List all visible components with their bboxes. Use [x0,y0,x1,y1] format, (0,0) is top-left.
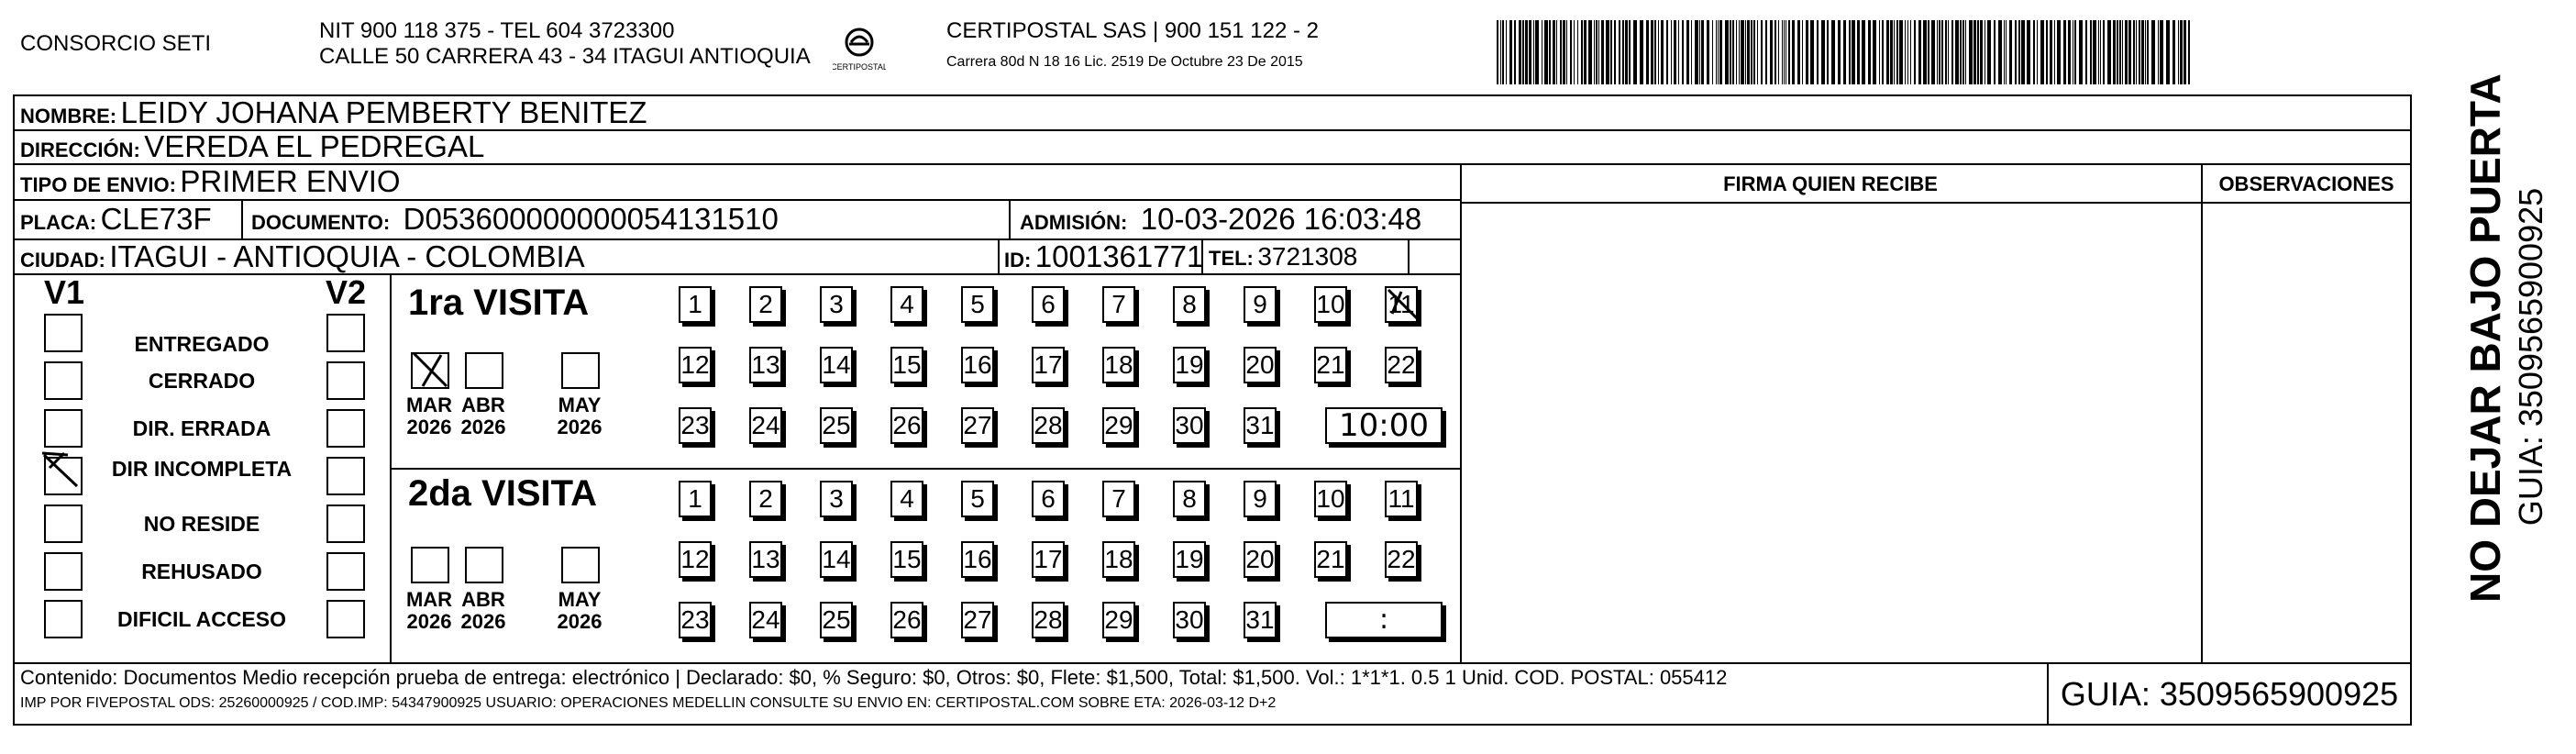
visit1-day-box[interactable]: 10 [1314,286,1347,323]
visit2-day-box[interactable]: 31 [1244,602,1277,638]
visit1-day-box[interactable]: 17 [1032,347,1065,383]
visit2-month-label [552,589,607,633]
footer-line1: Contenido: Documentos Medio recepción prueba de entrega: electrónico | Declarado: $0, % Seguro: $0, Otros: $0, Flete: $1,500, Total: $1,500. Vol.: 1*1*1. 0.5 1 Unid. COD. POSTAL: 055412 [20,666,1728,689]
visit2-day-box[interactable]: 6 [1032,481,1065,517]
side-text [2421,73,2559,633]
visit1-day-box[interactable]: 28 [1032,407,1065,444]
status-label: DIFICIL ACCESO [116,607,286,631]
visit2-day-box[interactable]: 5 [961,481,994,517]
visit1-month-checkbox[interactable] [465,352,503,389]
visit1-day-box[interactable]: 29 [1102,407,1135,444]
id-value: 1001361771 [1034,239,1204,273]
check-mark-icon [40,449,83,492]
visit2-day-box[interactable]: 4 [890,481,923,517]
visit1-day-box[interactable]: 3 [820,286,853,323]
visit1-month-checkbox[interactable] [561,352,600,389]
visit2-month-checkbox[interactable] [465,547,503,583]
visit1-day-box[interactable]: 19 [1173,347,1206,383]
visit1-title: 1ra VISITA [408,283,590,323]
carrier-name: CERTIPOSTAL SAS | 900 151 122 - 2 [946,18,1319,43]
status-label: NO RESIDE [143,512,260,536]
visit1-month-label [402,394,457,438]
firma-header: FIRMA QUIEN RECIBE [1723,172,1938,195]
visit2-day-box[interactable]: 30 [1173,602,1206,638]
visit1-month-year: 2026 [460,416,506,438]
sender-name: CONSORCIO SETI [20,31,212,56]
check-mark-icon [1385,286,1421,323]
status-label: DIR. ERRADA [132,416,271,440]
direccion-label: DIRECCIÓN: [20,139,140,161]
visit2-day-box[interactable]: 16 [961,541,994,578]
direccion-value: VEREDA EL PEDREGAL [144,129,485,163]
barcode [1497,20,2194,84]
visit2-day-box[interactable]: 24 [749,602,782,638]
visit1-day-box[interactable]: 25 [820,407,853,444]
visit2-month-checkbox[interactable] [561,547,600,583]
visit2-month-label [402,589,457,633]
visit1-day-box[interactable]: 6 [1032,286,1065,323]
v1-header: V1 [44,273,85,311]
visit2-month-name: ABR [461,588,505,611]
footer-line2: IMP POR FIVEPOSTAL ODS: 25260000925 / COD.IMP: 54347900925 USUARIO: OPERACIONES MEDELLIN CONSULTE SU ENVIO EN: CERTIPOSTAL.COM SOBRE ETA: 2026-03-12 D+2 [20,695,1277,711]
certipostal-logo [833,24,886,77]
id-label: ID: [1004,249,1032,272]
visit2-day-box[interactable]: 14 [820,541,853,578]
tel-label: TEL: [1209,247,1254,270]
v1-checkbox[interactable] [44,505,83,543]
visit2-day-box[interactable]: 13 [749,541,782,578]
svg-text:CERTIPOSTAL: CERTIPOSTAL [833,62,886,72]
visit2-month-name: MAY [558,588,602,611]
visit1-day-box[interactable]: 26 [890,407,923,444]
visit1-day-box[interactable]: 13 [749,347,782,383]
visit1-month-year: 2026 [406,416,452,438]
visit1-day-box[interactable]: 20 [1244,347,1277,383]
visit1-month-checkbox[interactable] [411,352,449,389]
visit1-day-box[interactable]: 12 [679,347,712,383]
visit2-day-box[interactable]: 8 [1173,481,1206,517]
visit2-day-box[interactable]: 17 [1032,541,1065,578]
ciudad-value: ITAGUI - ANTIOQUIA - COLOMBIA [109,239,585,273]
visit1-month-name: MAY [558,394,602,416]
v2-checkbox[interactable] [326,409,365,448]
sender-nit: NIT 900 118 375 - TEL 604 3723300 [319,18,675,43]
visit1-day-box[interactable]: 18 [1102,347,1135,383]
admision-label: ADMISIÓN: [1020,211,1128,234]
visit2-day-box[interactable]: 11 [1385,481,1418,517]
visit2-day-box[interactable]: 12 [679,541,712,578]
nombre-label: NOMBRE: [20,105,117,128]
v1-checkbox[interactable] [44,457,83,495]
visit2-day-box[interactable]: 20 [1244,541,1277,578]
visit1-month-label [456,394,511,438]
visit2-month-year: 2026 [460,610,506,633]
visit1-day-box[interactable]: 30 [1173,407,1206,444]
visit2-month-checkbox[interactable] [411,547,449,583]
v2-checkbox[interactable] [326,457,365,495]
visit2-day-box[interactable]: 27 [961,602,994,638]
visit2-month-year: 2026 [406,610,452,633]
visit2-day-box[interactable]: 10 [1314,481,1347,517]
footer-guia: GUIA: 3509565900925 [2060,675,2399,713]
visit2-time-box[interactable]: : [1325,602,1443,638]
visit2-day-box[interactable]: 18 [1102,541,1135,578]
documento-value: D053600000000054131510 [403,202,779,236]
visit2-title: 2da VISITA [408,473,597,514]
side-guia: GUIA: 3509565900925 [2512,187,2549,527]
status-label: DIR INCOMPLETA [111,457,293,481]
carrier-address: Carrera 80d N 18 16 Lic. 2519 De Octubre 23 De 2015 [946,54,1303,70]
visit2-day-box[interactable]: 25 [820,602,853,638]
visit2-day-box[interactable]: 21 [1314,541,1347,578]
visit1-day-box[interactable]: 7 [1102,286,1135,323]
check-mark-icon [410,351,450,390]
v1-checkbox[interactable] [44,552,83,591]
visit1-day-box[interactable]: 23 [679,407,712,444]
v1-checkbox[interactable] [44,600,83,638]
visit1-day-box[interactable]: 2 [749,286,782,323]
visit1-day-box[interactable]: 11 [1385,286,1418,323]
v2-checkbox[interactable] [326,505,365,543]
visit1-day-box[interactable]: 24 [749,407,782,444]
visit1-month-name: ABR [461,394,505,416]
admision-value: 10-03-2026 16:03:48 [1140,202,1422,236]
v2-checkbox[interactable] [326,600,365,638]
visit1-month-label [552,394,607,438]
v2-checkbox[interactable] [326,552,365,591]
visit2-day-box[interactable]: 1 [679,481,712,517]
visit1-day-box[interactable]: 14 [820,347,853,383]
visit1-month-name: MAR [405,394,453,416]
documento-label: DOCUMENTO: [251,211,391,234]
v1-checkbox[interactable] [44,361,83,400]
tipo-envio-label: TIPO DE ENVIO: [20,173,176,196]
visit2-day-box[interactable]: 29 [1102,602,1135,638]
nombre-value: LEIDY JOHANA PEMBERTY BENITEZ [120,95,647,129]
visit1-day-box[interactable]: 5 [961,286,994,323]
sender-address: CALLE 50 CARRERA 43 - 34 ITAGUI ANTIOQUIA [319,44,811,69]
placa-label: PLACA: [20,211,97,234]
visit1-day-box[interactable]: 1 [679,286,712,323]
visit1-day-box[interactable]: 4 [890,286,923,323]
visit2-day-box[interactable]: 23 [679,602,712,638]
visit2-day-box[interactable]: 9 [1244,481,1277,517]
tel-value: 3721308 [1257,242,1358,271]
visit2-day-box[interactable]: 22 [1385,541,1418,578]
visit1-day-box[interactable]: 21 [1314,347,1347,383]
v1-checkbox[interactable] [44,314,83,352]
v2-checkbox[interactable] [326,314,365,352]
visit1-time-box[interactable]: 10:00 [1325,407,1443,444]
status-label: CERRADO [148,369,256,393]
visit1-day-box[interactable]: 8 [1173,286,1206,323]
visit2-day-box[interactable]: 15 [890,541,923,578]
visit2-month-name: MAR [405,588,453,611]
visit2-day-box[interactable]: 7 [1102,481,1135,517]
ciudad-label: CIUDAD: [20,249,105,272]
visit1-day-box[interactable]: 31 [1244,407,1277,444]
visit2-day-box[interactable]: 19 [1173,541,1206,578]
visit1-day-box[interactable]: 22 [1385,347,1418,383]
status-label: REHUSADO [141,560,262,583]
visit2-day-box[interactable]: 3 [820,481,853,517]
visit1-day-box[interactable]: 9 [1244,286,1277,323]
visit1-day-box[interactable]: 27 [961,407,994,444]
side-warning: NO DEJAR BAJO PUERTA [2461,73,2509,603]
placa-value: CLE73F [100,202,212,236]
visit1-day-box[interactable]: 15 [890,347,923,383]
observaciones-header: OBSERVACIONES [2218,172,2394,195]
visit2-month-label [456,589,511,633]
tipo-envio-value: PRIMER ENVIO [180,164,401,198]
visit2-day-box[interactable]: 26 [890,602,923,638]
v1-checkbox[interactable] [44,409,83,448]
visit2-month-year: 2026 [557,610,603,633]
visit1-day-box[interactable]: 16 [961,347,994,383]
v2-checkbox[interactable] [326,361,365,400]
visit2-day-box[interactable]: 28 [1032,602,1065,638]
visit2-day-box[interactable]: 2 [749,481,782,517]
status-label: ENTREGADO [134,332,270,356]
visit1-month-year: 2026 [557,416,603,438]
v2-header: V2 [326,273,367,311]
